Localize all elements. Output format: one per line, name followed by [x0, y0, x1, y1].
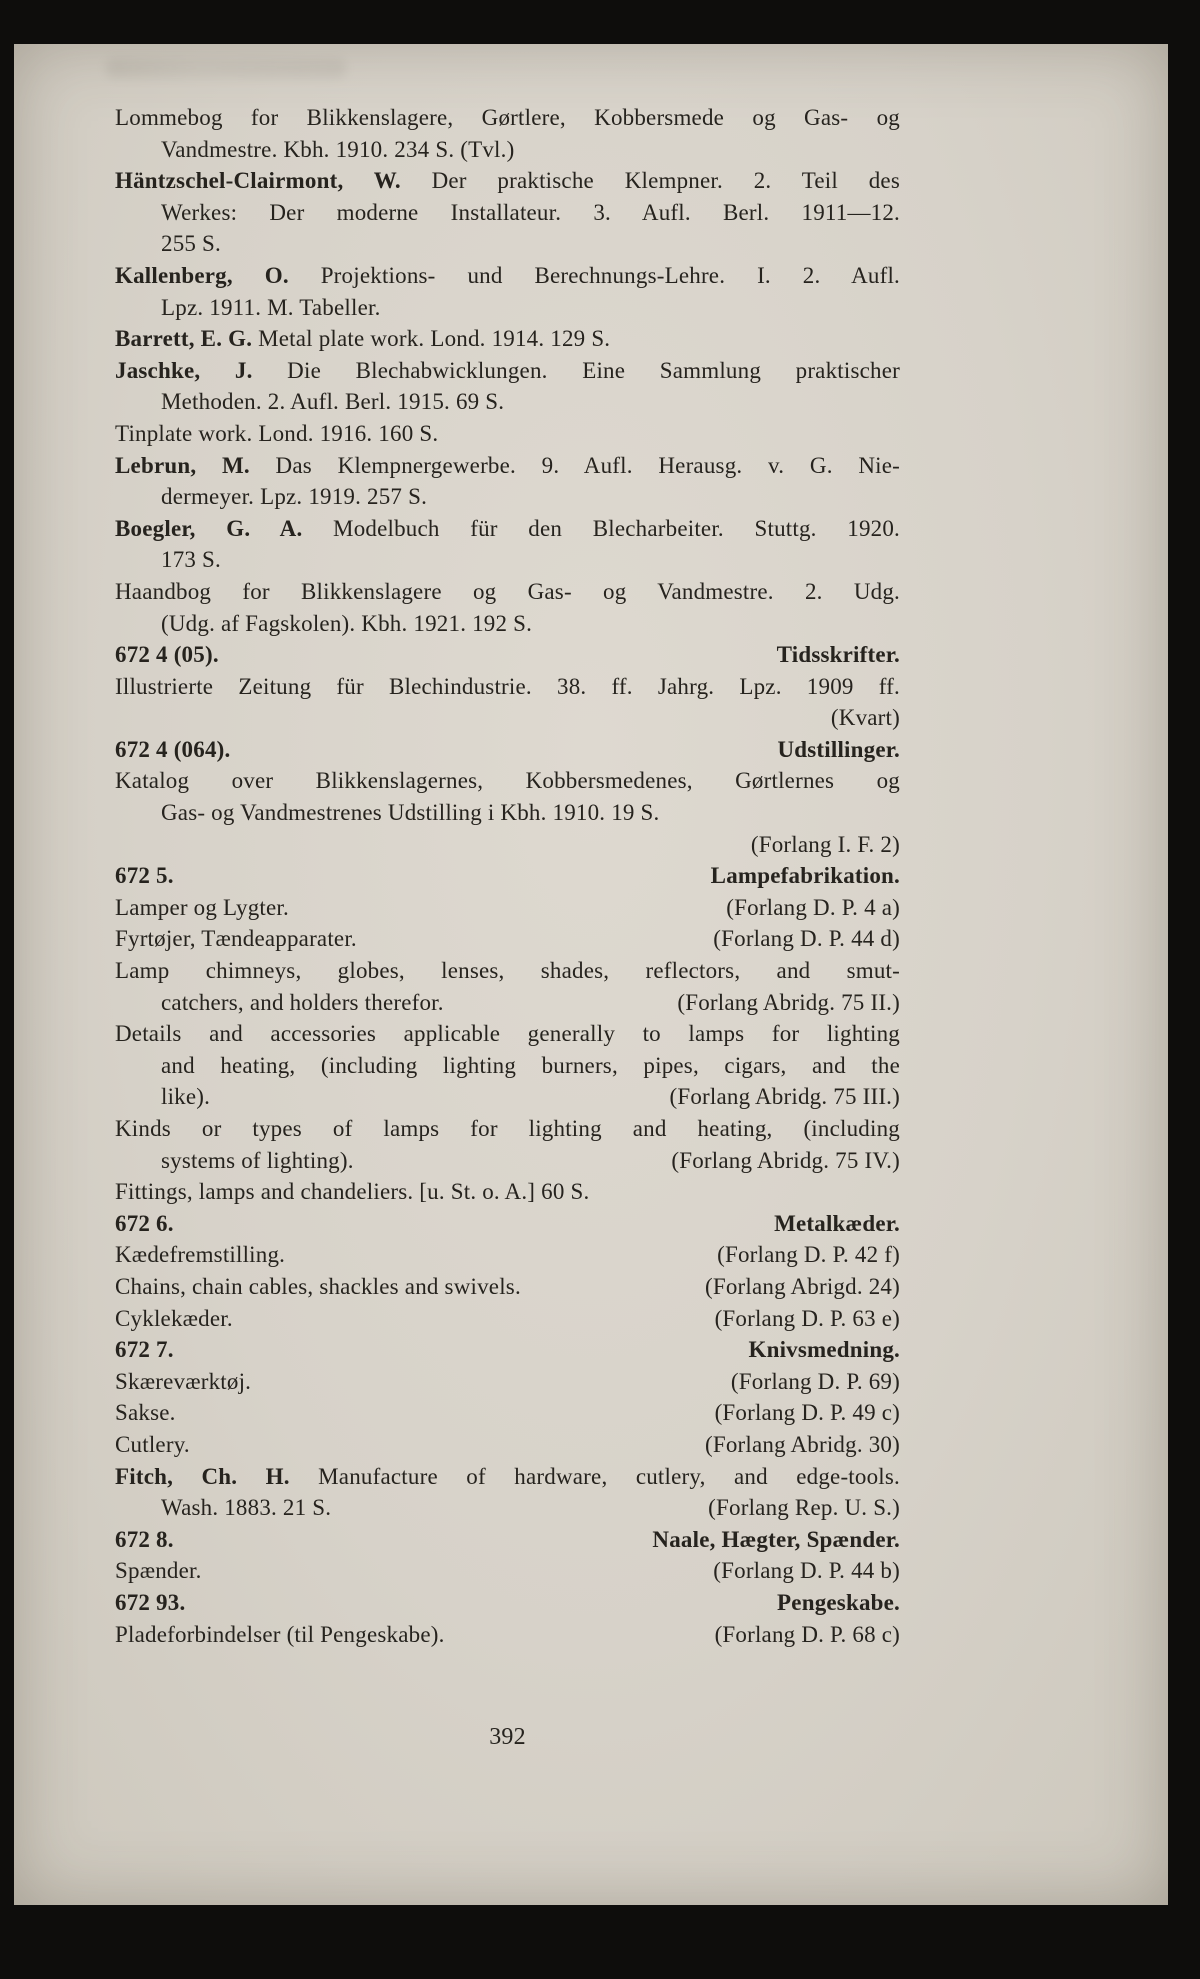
bibliography-entry	[115, 1018, 900, 1113]
line-text: (Udg. af Fagskolen). Kbh. 1921. 192 S.	[161, 610, 533, 636]
line-text: Kallenberg, O. Projektions- und Berechnungs-Lehre. I. 2. Aufl.	[115, 262, 900, 288]
section-title: Knivsmedning.	[748, 1337, 900, 1363]
text-line	[115, 513, 900, 545]
line-text: Boegler, G. A. Modelbuch für den Blecharbeiter. Stuttg. 1920.	[115, 515, 901, 541]
reference-label: (Forlang D. P. 49 c)	[714, 1400, 900, 1426]
line-text: Kædefremstilling.	[115, 1242, 286, 1268]
bibliography-entry	[115, 1271, 900, 1303]
line-text: Jaschke, J. Die Blechabwicklungen. Eine Sammlung praktischer	[115, 357, 900, 383]
text-line	[115, 1619, 900, 1651]
author-name: Jaschke, J.	[115, 357, 253, 383]
text-line	[115, 797, 900, 829]
section-title: Pengeskabe.	[777, 1589, 900, 1615]
text-line	[115, 197, 900, 229]
class-number: 672 4 (05).	[115, 642, 219, 668]
text-line	[115, 355, 900, 387]
line-text: Cyklekæder.	[115, 1305, 233, 1331]
line-text: Kinds or types of lamps for lighting and heating, (including	[115, 1116, 900, 1141]
reference-label: (Forlang Abrigd. 24)	[704, 1273, 900, 1299]
reference-label: (Forlang Abridg. 30)	[704, 1431, 900, 1457]
reference-label: (Forlang D. P. 44 b)	[713, 1558, 900, 1584]
text-line	[115, 544, 900, 576]
author-name: Kallenberg, O.	[115, 262, 289, 288]
line-text	[115, 1587, 185, 1619]
text-line	[115, 1587, 900, 1619]
line-text: 173 S.	[161, 547, 221, 573]
section-heading	[115, 1524, 900, 1556]
text-line	[115, 923, 900, 955]
bibliography-entry	[115, 323, 900, 355]
bibliography-entry	[115, 671, 900, 734]
bibliography-entry	[115, 765, 900, 860]
text-line	[115, 829, 900, 861]
text-line	[115, 1145, 900, 1177]
line-text: Spænder.	[115, 1558, 202, 1584]
text-line	[115, 765, 900, 797]
line-text: Vandmestre. Kbh. 1910. 234 S. (Tvl.)	[161, 136, 515, 162]
bibliography-entry	[115, 955, 900, 1018]
bibliography-entry	[115, 1239, 900, 1271]
text-line	[115, 165, 900, 197]
text-line	[115, 892, 900, 924]
text-line	[115, 734, 900, 766]
section-title: Metalkæder.	[774, 1210, 900, 1236]
text-line	[115, 1050, 900, 1082]
class-number: 672 7.	[115, 1337, 174, 1363]
line-text: Illustrierte Zeitung für Blechindustrie. 38. ff. Jahrg. Lpz. 1909 ff.	[115, 673, 900, 699]
bibliography-entry	[115, 1366, 900, 1398]
text-line	[115, 134, 900, 166]
section-title: Udstillinger.	[777, 736, 900, 762]
text-line	[115, 102, 900, 134]
line-text: Haandbog for Blikkenslagere og Gas- og Vandmestre. 2. Udg.	[115, 578, 900, 604]
line-text: Pladeforbindelser (til Pengeskabe).	[115, 1621, 445, 1647]
reference-label: (Kvart)	[830, 705, 900, 731]
line-text: Barrett, E. G. Metal plate work. Lond. 1914. 129 S.	[115, 326, 611, 352]
reference-label: (Forlang Abridg. 75 IV.)	[671, 1147, 900, 1173]
author-name: Barrett, E. G.	[115, 326, 253, 352]
section-heading	[115, 734, 900, 766]
text-line	[115, 1018, 900, 1050]
section-heading	[115, 639, 900, 671]
reference-label: (Forlang D. P. 44 d)	[713, 926, 900, 952]
line-text: Details and accessories applicable generally to lamps for lighting	[115, 1021, 900, 1047]
scan-artifact	[106, 58, 346, 78]
bibliography-entry	[115, 892, 900, 924]
line-text: Methoden. 2. Aufl. Berl. 1915. 69 S.	[161, 389, 505, 415]
section-heading	[115, 1334, 900, 1366]
text-line	[115, 1113, 900, 1145]
text-line	[115, 1397, 900, 1429]
bibliography-entry	[115, 418, 900, 450]
text-line	[115, 1524, 900, 1556]
bibliography-entry	[115, 102, 900, 165]
line-text: Lpz. 1911. M. Tabeller.	[161, 294, 381, 320]
line-text: dermeyer. Lpz. 1919. 257 S.	[161, 484, 428, 510]
text-line	[115, 418, 900, 450]
line-text: like).	[161, 1084, 211, 1110]
text-line	[115, 1176, 900, 1208]
text-line	[115, 481, 900, 513]
text-line	[115, 1429, 900, 1461]
bibliography-entry	[115, 576, 900, 639]
bibliography-entry	[115, 1461, 900, 1524]
bibliography-entry	[115, 1429, 900, 1461]
text-line	[115, 1271, 900, 1303]
text-line	[115, 1461, 900, 1493]
line-text: 255 S.	[161, 231, 221, 257]
line-text: Sakse.	[115, 1400, 176, 1426]
class-number: 672 4 (064).	[115, 736, 231, 762]
text-line	[115, 608, 900, 640]
bibliography-entry	[115, 1555, 900, 1587]
line-text: Lamp chimneys, globes, lenses, shades, reflectors, and smut-	[115, 958, 900, 984]
reference-label: (Forlang D. P. 63 e)	[714, 1305, 900, 1331]
line-text	[115, 1208, 174, 1240]
line-text	[115, 860, 174, 892]
class-number: 672 6.	[115, 1210, 174, 1236]
text-line	[115, 987, 900, 1019]
line-text: Werkes: Der moderne Installateur. 3. Aufl. Berl. 1911—12.	[161, 199, 900, 225]
text-line	[115, 702, 900, 734]
line-text: Fitch, Ch. H. Manufacture of hardware, cutlery, and edge-tools.	[115, 1463, 900, 1489]
line-text: catchers, and holders therefor.	[161, 989, 444, 1015]
text-line	[115, 1492, 900, 1524]
line-text: Häntzschel-Clairmont, W. Der praktische Klempner. 2. Teil des	[115, 168, 900, 194]
text-line	[115, 1555, 900, 1587]
line-text	[115, 734, 230, 766]
bibliography-entry	[115, 260, 900, 323]
line-text: Katalog over Blikkenslagernes, Kobbersmedenes, Gørtlernes og	[115, 768, 900, 794]
section-heading	[115, 1208, 900, 1240]
line-text	[115, 1334, 174, 1366]
text-line	[115, 1208, 900, 1240]
line-text: Fyrtøjer, Tændeapparater.	[115, 926, 357, 952]
section-heading	[115, 1587, 900, 1619]
text-line	[115, 292, 900, 324]
line-text: systems of lighting).	[161, 1147, 354, 1173]
bibliography-entry	[115, 165, 900, 260]
bibliography-entry	[115, 1397, 900, 1429]
line-text: Lebrun, M. Das Klempnergewerbe. 9. Aufl. Herausg. v. G. Nie-	[115, 452, 900, 478]
reference-label: (Forlang D. P. 68 c)	[714, 1621, 900, 1647]
bibliography-entry	[115, 923, 900, 955]
text-line	[115, 1239, 900, 1271]
reference-label: (Forlang Abridg. 75 II.)	[677, 989, 900, 1015]
class-number: 672 93.	[115, 1589, 186, 1615]
section-title: Lampefabrikation.	[710, 863, 900, 889]
section-heading	[115, 860, 900, 892]
text-line	[115, 323, 900, 355]
reference-label: (Forlang I. F. 2)	[750, 831, 900, 857]
reference-label: (Forlang Abridg. 75 III.)	[669, 1084, 900, 1110]
reference-label: (Forlang D. P. 4 a)	[726, 894, 900, 920]
line-text: Skæreværktøj.	[115, 1368, 252, 1394]
text-line	[115, 671, 900, 703]
author-name: Lebrun, M.	[115, 452, 250, 478]
reference-label: (Forlang Rep. U. S.)	[708, 1495, 900, 1521]
author-name: Häntzschel-Clairmont, W.	[115, 168, 401, 194]
reference-label: (Forlang D. P. 42 f)	[717, 1242, 900, 1268]
section-title: Naale, Hægter, Spænder.	[652, 1526, 900, 1552]
text-line	[115, 1303, 900, 1335]
line-text: Fittings, lamps and chandeliers. [u. St. o. A.] 60 S.	[115, 1179, 590, 1205]
paper-sheet	[14, 44, 1168, 1905]
class-number: 672 5.	[115, 863, 174, 889]
bibliography-entry	[115, 513, 900, 576]
bibliography-entry	[115, 1113, 900, 1176]
bibliography-entry	[115, 355, 900, 418]
bibliography-entry	[115, 450, 900, 513]
line-text: and heating, (including lighting burners, pipes, cigars, and the	[161, 1052, 900, 1078]
line-text: Gas- og Vandmestrenes Udstilling i Kbh. 1910. 19 S.	[161, 800, 660, 826]
class-number: 672 8.	[115, 1526, 174, 1552]
text-line	[115, 386, 900, 418]
text-line	[115, 1366, 900, 1398]
text-line	[115, 260, 900, 292]
line-text: Chains, chain cables, shackles and swivels.	[115, 1273, 521, 1299]
text-line	[115, 450, 900, 482]
author-name: Boegler, G. A.	[115, 515, 303, 541]
section-title: Tidsskrifter.	[776, 642, 900, 668]
text-line	[115, 1334, 900, 1366]
line-text: Wash. 1883. 21 S.	[161, 1495, 332, 1521]
line-text: Tinplate work. Lond. 1916. 160 S.	[115, 420, 439, 446]
line-text	[115, 1524, 174, 1556]
page-number: 392	[489, 1724, 526, 1751]
reference-label: (Forlang D. P. 69)	[730, 1368, 900, 1394]
text-line	[115, 860, 900, 892]
text-line	[115, 955, 900, 987]
text-line	[115, 1081, 900, 1113]
line-text: Lommebog for Blikkenslagere, Gørtlere, Kobbersmede og Gas- og	[115, 105, 900, 130]
bibliography-entry	[115, 1303, 900, 1335]
text-line	[115, 576, 900, 608]
bibliography-entry	[115, 1619, 900, 1651]
line-text: Cutlery.	[115, 1431, 190, 1457]
line-text	[115, 639, 219, 671]
author-name: Fitch, Ch. H.	[115, 1463, 290, 1489]
bibliography-entry	[115, 1176, 900, 1208]
text-line	[115, 228, 900, 260]
text-line	[115, 639, 900, 671]
text-block	[115, 102, 900, 1754]
line-text: Lamper og Lygter.	[115, 894, 289, 920]
